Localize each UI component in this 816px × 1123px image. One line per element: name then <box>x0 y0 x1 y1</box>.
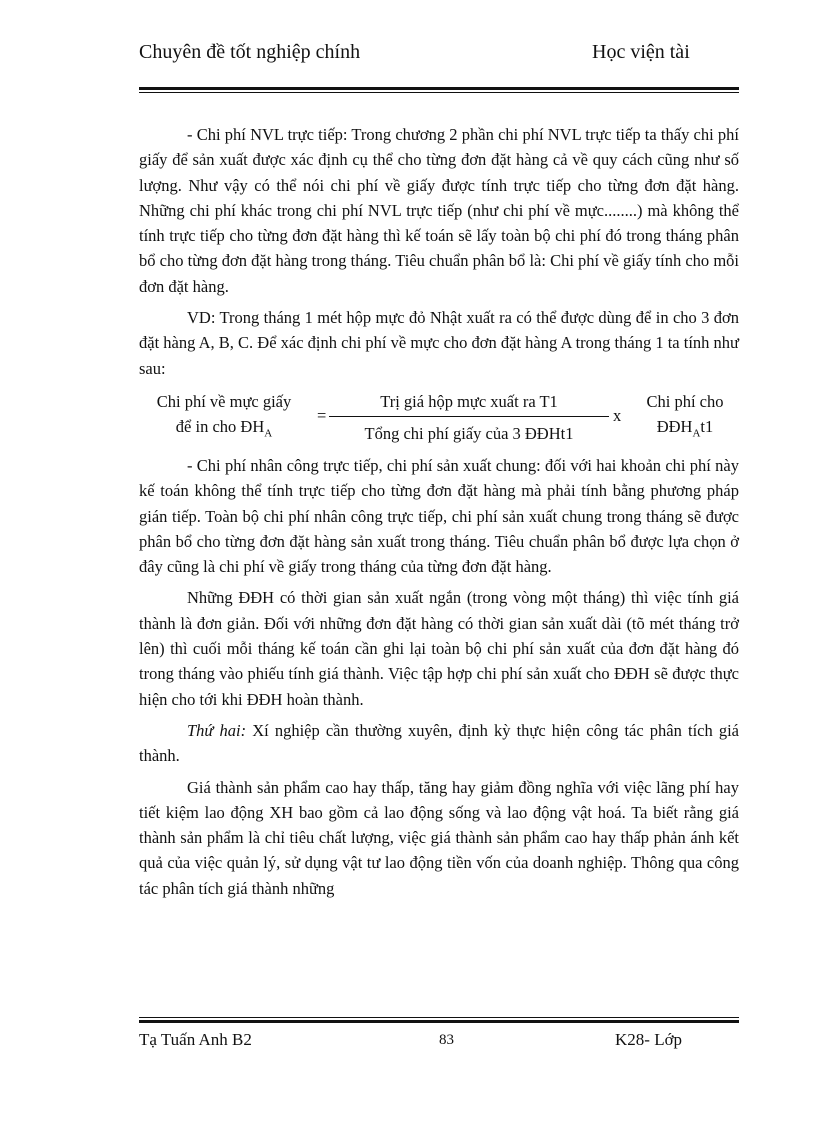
page-number: 83 <box>439 1032 454 1048</box>
header-right-title: Học viện tài <box>592 41 690 63</box>
formula-rhs-sub: A <box>692 427 701 440</box>
footer-author: Tạ Tuấn Anh B2 <box>139 1030 252 1049</box>
formula-rhs-line1: Chi phí cho <box>646 391 724 411</box>
paragraph-cost-analysis: Giá thành sản phẩm cao hay thấp, tăng hay giảm đồng nghĩa với việc lãng phí hay tiết kiệm lao động XH bao gồm cả lao động sống và lao động vật hoá. Ta biết rằng giá thành sản phẩm là chỉ tiêu chất lượng, việc giá thành sản phẩm cao hay thấp phản ánh kết quả của việc quản lý, sử dụng vật tư lao động tiền vốn của doanh nghiệp. Thông qua công tác phân tích giá thành những <box>139 777 739 898</box>
page-header <box>139 38 739 88</box>
formula-equals-sign: = <box>317 405 327 425</box>
header-left-title: Chuyên đề tốt nghiệp chính <box>139 41 361 63</box>
formula-lhs <box>139 389 309 446</box>
header-rule-thin <box>139 92 739 93</box>
formula-lhs-line1: Chi phí về mực giấy <box>156 391 292 411</box>
paragraph-labor-cost: - Chi phí nhân công trực tiếp, chi phí sản xuất chung: đối với hai khoản chi phí này kế toán không thể tính trực tiếp cho từng đơn đặt hàng mà phải tính bằng phương pháp gián tiếp. Toàn bộ chi phí nhân công trực tiếp, chi phí sản xuất chung trong tháng sẽ được phân bổ cho từng đơn đặt hàng sản xuất trong tháng. Tiêu chuẩn phân bổ được lựa chọn ở đây cũng là chi phí về giấy trong tháng của từng đơn đặt hàng. <box>139 455 739 577</box>
page-body <box>139 122 739 907</box>
formula-rhs-line2a: ĐĐH <box>656 416 693 436</box>
second-point-label: Thứ hai: <box>187 720 247 740</box>
paragraph-second-point <box>139 718 739 769</box>
second-point-text: Xí nghiệp cần thường xuyên, định kỳ thực hiện công tác phân tích giá thành. <box>139 720 739 766</box>
paragraph-example: VD: Trong tháng 1 mét hộp mực đỏ Nhật xuất ra có thể được dùng để in cho 3 đơn đặt hàng A, B, C. Để xác định chi phí về mực cho đơn đặt hàng A trong tháng 1 ta tính như sau: <box>139 308 739 378</box>
formula-denominator: Tổng chi phí giấy của 3 ĐĐHt1 <box>364 423 574 443</box>
formula-lhs-sub: A <box>264 427 273 440</box>
formula-rhs-line2b: t1 <box>700 416 714 436</box>
allocation-formula <box>139 387 739 447</box>
formula-rhs <box>629 389 741 446</box>
footer-rule-thick <box>139 1020 739 1023</box>
paragraph-nvl: - Chi phí NVL trực tiếp: Trong chương 2 phần chi phí NVL trực tiếp ta thấy chi phí giấy để sản xuất được xác định cụ thể cho từng đơn đặt hàng cả về quy cách cũng như số lượng. Như vậy có thể nói chi phí về giấy được tính trực tiếp cho từng đơn đặt hàng. Những chi phí khác trong chi phí NVL trực tiếp (như chi phí về mực........) mà không thể tính trực tiếp cho từng đơn đặt hàng thì kế toán sẽ lấy toàn bộ chi phí đó trong tháng phân bổ cho từng đơn đặt hàng trong tháng. Tiêu chuẩn phân bổ là: Chi phí về giấy tính cho mỗi đơn đặt hàng. <box>139 125 739 296</box>
footer-rule-thin <box>139 1017 739 1018</box>
formula-numerator: Trị giá hộp mực xuất ra T1 <box>380 391 558 411</box>
footer-class: K28- Lớp <box>615 1030 683 1049</box>
formula-lhs-line2: để in cho ĐH <box>175 416 265 436</box>
formula-fraction-bar <box>329 416 609 417</box>
formula-times-sign: x <box>613 405 622 425</box>
paragraph-ddh: Những ĐĐH có thời gian sản xuất ngắn (trong vòng một tháng) thì việc tính giá thành là đơn giản. Đối với những đơn đặt hàng có thời gian sản xuất dài (tõ mét tháng trở lên) thì cuối mỗi tháng kế toán cần ghi lại toàn bộ chi phí sản xuất của đơn đặt hàng đó trong tháng vào phiếu tính giá thành. Việc tập hợp chi phí sản xuất cho ĐĐH sẽ được thực hiện cho tới khi ĐĐH hoàn thành. <box>139 588 739 709</box>
header-rule-thick <box>139 87 739 90</box>
